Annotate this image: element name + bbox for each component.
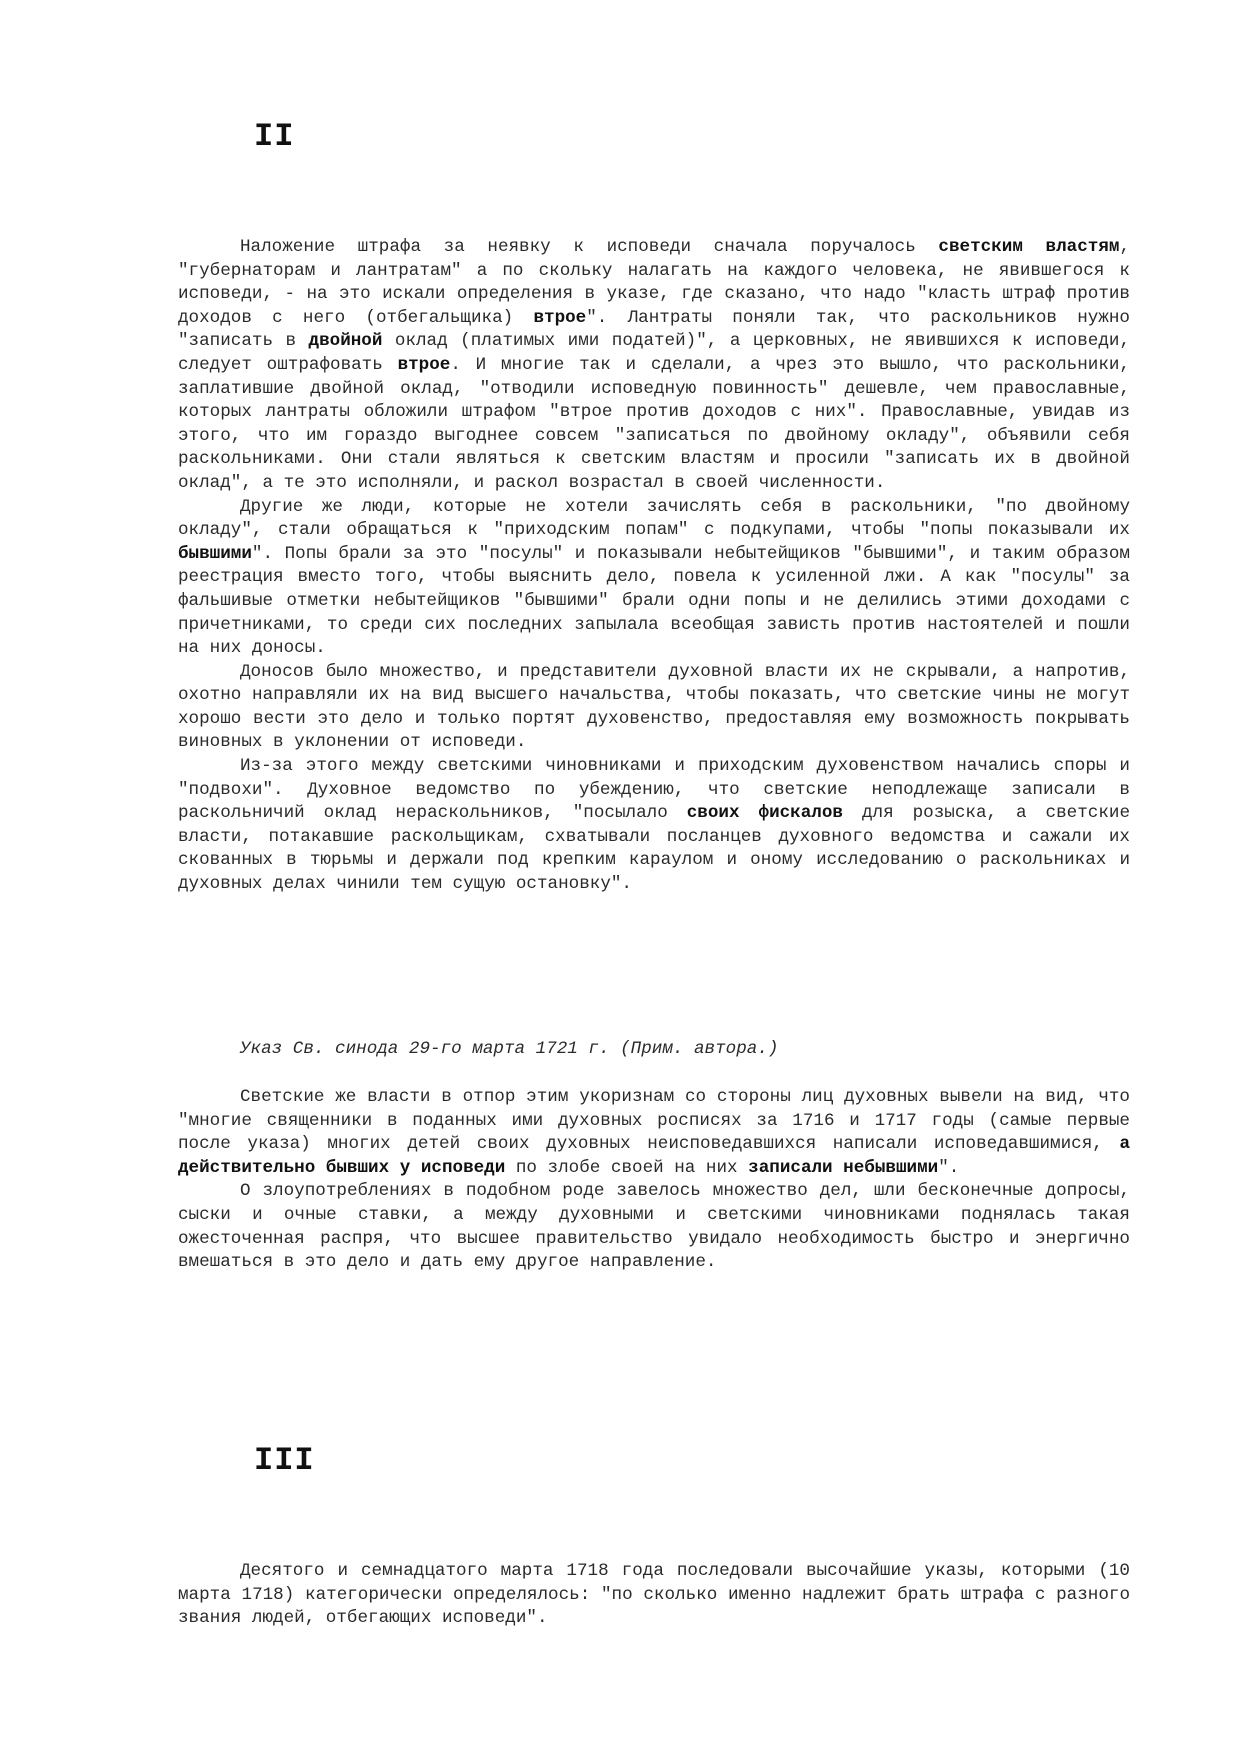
text-run: Светские же власти в отпор этим укоризнам со стороны лиц духовных вывели на вид, что "многие священники в поданных ими духовных росписях за 1716 и 1717 годы (самые первые после указа) многих детей своих духовных неисповедавшихся написали исповедавшимися,: [178, 1087, 1130, 1155]
bold-text: а действительно бывших у исповеди: [178, 1134, 1130, 1178]
bold-text: записали небывшими: [748, 1157, 939, 1178]
section-heading-ii: II: [254, 118, 295, 155]
text-run: Наложение штрафа за неявку к исповеди сначала поручалось: [240, 237, 939, 257]
section-heading-iii: III: [254, 1442, 315, 1479]
bold-text: втрое: [397, 354, 451, 375]
bold-text: двойной: [308, 331, 383, 352]
bold-text: светским властям: [938, 237, 1120, 257]
text-run: ".: [938, 1157, 960, 1178]
text-run: по злобе своей на них: [505, 1157, 749, 1178]
text-run: ". Лантраты поняли так, что раскольников нужно "записать в: [178, 307, 1130, 352]
bold-text: бывшими: [178, 543, 252, 564]
paragraph: [178, 496, 1130, 661]
section-ii-body-continued: [178, 1086, 1130, 1275]
text-run: Из-за этого между светскими чиновниками и приходским духовенством начались споры и "подвохи". Духовное ведомство по убеждению, что светские неподлежаще записали в раскольничий оклад нераскольников, "посылало: [178, 756, 1130, 824]
section-ii-body: [178, 236, 1130, 897]
paragraph: Доносов было множество, и представители духовной власти их не скрывали, а напротив, охотно направляли их на вид высшего начальства, чтобы показать, что светские чины не могут хорошо вести это дело и только портят духовенство, предоставляя ему возможность покрывать виновных в уклонении от исповеди.: [178, 661, 1130, 753]
bold-text: втрое: [533, 307, 587, 328]
bold-text: своих фискалов: [686, 803, 843, 824]
text-run: ". Попы брали за это "посулы" и показывали небытейщиков "бывшими", и таким образом реестрация вместо того, чтобы выяснить дело, повела к усиленной лжи. А как "посулы" за фальшивые отметки небытейщиков "бывшими" брали одни попы и не делились этими доходами с причетниками, то среди сих последних запылала всеобщая зависть против настоятелей и пошли на них доносы.: [178, 543, 1130, 659]
text-run: оклад (платимых ими податей)", а церковных, не явившихся к исповеди, следует оштрафовать: [178, 331, 1130, 375]
paragraph: [178, 1086, 1130, 1180]
paragraph: [178, 236, 1130, 496]
text-run: для розыска, а светские власти, потакавшие раскольщикам, схватывали посланцев духовного ведомства и сажали их скованных в тюрьмы и держали под крепким караулом и оному исследованию о раскольниках и духовных делах чинили тем сущую остановку".: [178, 803, 1131, 895]
text-run: , "губернаторам и лантратам" а по скольку налагать на каждого человека, не явившегося к исповеди, - на это искали определения в указе, где сказано, что надо "класть штраф против доходов с него (отбегальщика): [178, 237, 1130, 328]
paragraph: [178, 755, 1130, 897]
paragraph: Десятого и семнадцатого марта 1718 года последовали высочайшие указы, которыми (10 марта 1718) категорически определялось: "по сколько именно надлежит брать штрафа с разного звания людей, отбегающих исповеди".: [178, 1561, 1130, 1629]
text-run: Другие же люди, которые не хотели зачислять себя в раскольники, "по двойному окладу", стали обращаться к "приходским попам" с подкупами, чтобы "попы показывали их: [178, 496, 1130, 541]
section-iii-body: [178, 1560, 1130, 1631]
footnote: Указ Св. синода 29-го марта 1721 г. (Прим. автора.): [240, 1039, 779, 1059]
text-run: . И многие так и сделали, а чрез это вышло, что раскольники, заплатившие двойной оклад, "отводили исповедную повинность" дешевле, чем православные, которых лантраты обложили штрафом "втрое против доходов с них". Православные, увидав из этого, что им гораздо выгоднее совсем "записаться по двойному окладу", объявили себя раскольниками. Они стали являться к светским властям и просили "записать их в двойной оклад", а те это исполняли, и раскол возрастал в своей численности.: [178, 354, 1130, 493]
paragraph: О злоупотреблениях в подобном роде завелось множество дел, шли бесконечные допросы, сыски и очные ставки, а между духовными и светскими чиновниками поднялась такая ожесточенная распря, что высшее правительство увидало необходимость быстро и энергично вмешаться в это дело и дать ему другое направление.: [178, 1181, 1130, 1273]
